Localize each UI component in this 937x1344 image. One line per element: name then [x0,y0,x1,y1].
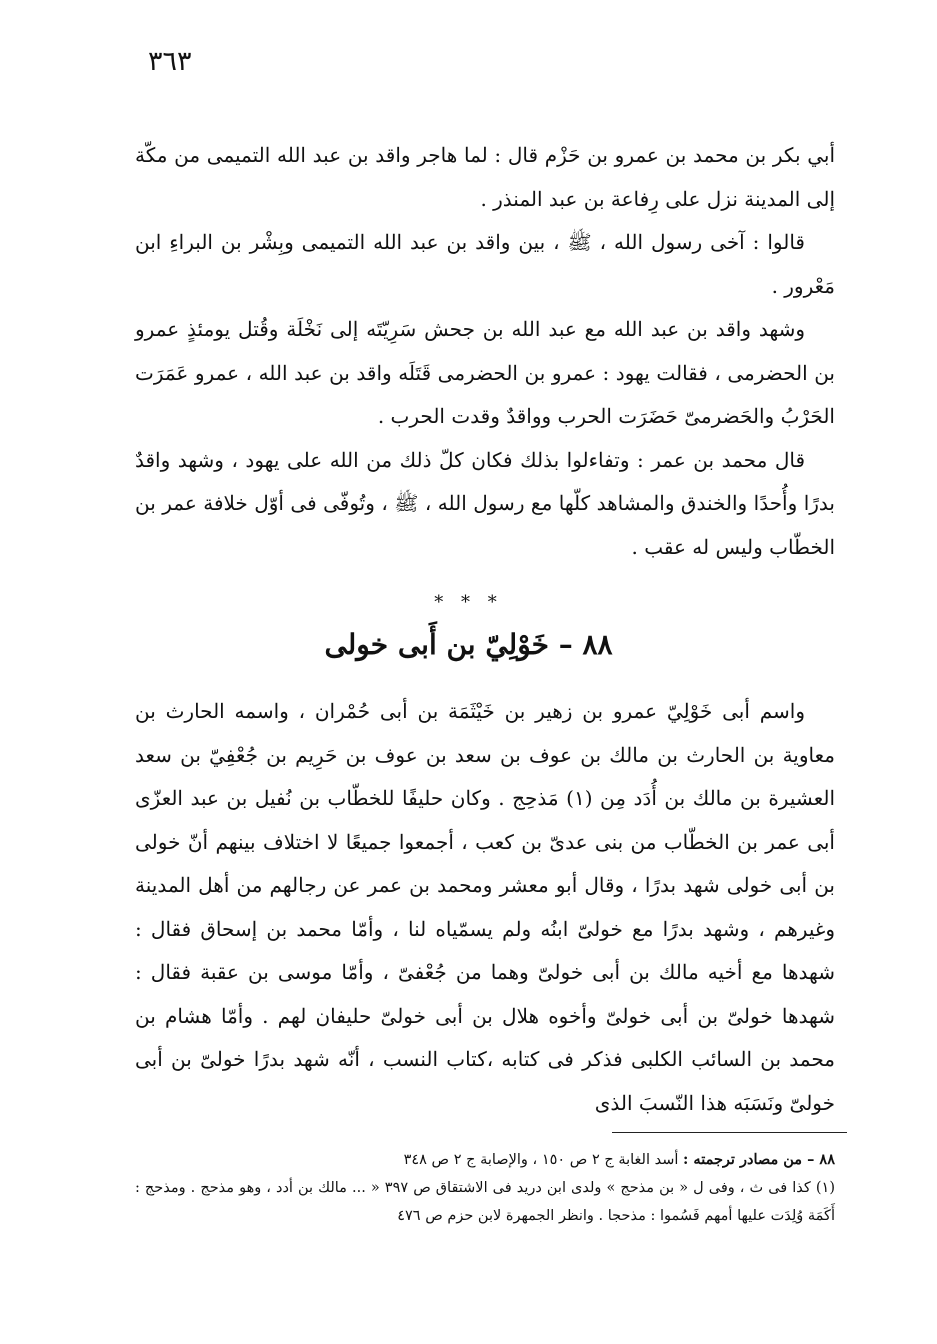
footnote-divider [612,1132,847,1133]
paragraph: قالوا : آخى رسول الله ، ﷺ ، بين واقد بن عبد الله التميمى وبِشْر بن البراءِ ابن مَعْرور . [135,230,835,298]
main-text-top [135,134,835,569]
paragraph: أبي بكر بن محمد بن عمرو بن حَزْم قال : لما هاجر واقد بن عبد الله التميمى من مكّة إلى المدينة نزل على رِفاعة بن عبد المنذر . [135,143,835,211]
footnote-sources-text: أسد الغابة ج ٢ ص ١٥٠ ، والإصابة ج ٢ ص ٣٤٨ [403,1152,679,1168]
footnotes [135,1146,835,1230]
footnote-1: (١) كذا فى ث ، وفى ل « بن مذحج » ولدى ابن دريد فى الاشتقاق ص ٣٩٧ « ... مالك بن أدد ، وهو مذحج . ومذحج : أَكَمَة وُلِدَت عليها أمهم فَسُموا : مذحجا . وانظر الجمهرة لابن حزم ص ٤٧٦ [135,1180,835,1224]
biography-text [135,690,835,1125]
section-heading: ٨٨ – خَوْلِيّ بن أَبى خولى [324,628,613,661]
page-number: ٣٦٣ [148,46,192,77]
paragraph: وشهد واقد بن عبد الله مع عبد الله بن جحش سَرِيّتَه إلى نَخْلَة وقُتل يومئذٍ عمرو بن الحضرمى ، فقالت يهود : عمرو بن الحضرمى قَتَلَه واقد بن عبد الله ، عمرو عَمَرَت الحَرْبُ والحَضرمىّ حَضَرَت الحرب وواقدٌ وقدت الحرب . [135,317,835,428]
footnote-sources [135,1146,835,1174]
paragraph: قال محمد بن عمر : وتفاءلوا بذلك فكان كلّ ذلك من الله على يهود ، وشهد واقدٌ بدرًا وأُحدًا والخندق والمشاهد كلّها مع رسول الله ، ﷺ ، وتُوفّى فى أوّل خلافة عمر بن الخطّاب وليس له عقب . [135,447,835,559]
paragraph: واسم أبى خَوْلِيّ عمرو بن زهير بن خَيْثَمَة بن أبى حُمْران ، واسمه الحارث بن معاوية بن الحارث بن مالك بن عوف بن سعد بن عوف بن حَرِيم بن جُعْفِيّ بن سعد العشيرة بن مالك بن أُدَد مِن (١) مَذحِج . وكان حليفًا للخطّاب بن نُفيل بن عبد العزّى أبى عمر بن الخطّاب من بنى عدىّ بن كعب ، أجمعوا جميعًا لا اختلاف بينهم أنّ خولى بن أبى خولى شهد بدرًا ، وقال أبو معشر ومحمد بن عمر عن رجالهم من أهل المدينة وغيرهم ، وشهد بدرًا مع خولىّ ابنُه ولم يسمّياه لنا ، وأمّا محمد بن إسحاق فقال : شهدها مع أخيه مالك بن أبى خولىّ وهما من جُعْفىّ ، وأمّا موسى بن عقبة فقال : شهدها خولىّ بن أبى خولىّ وأخوه هلال بن أبى خولىّ حليفان لهم . وأمّا هشام بن محمد بن السائب الكلبى فذكر فى كتابه ،كتاب النسب ، أنّه شهد بدرًا خولىّ بن أبى خولىّ ونَسَبَه هذا النّسبَ الذى [135,699,836,1115]
footnote-sources-label: ٨٨ – من مصادر ترجمته : [683,1151,835,1168]
section-separator: * * * [434,592,503,613]
